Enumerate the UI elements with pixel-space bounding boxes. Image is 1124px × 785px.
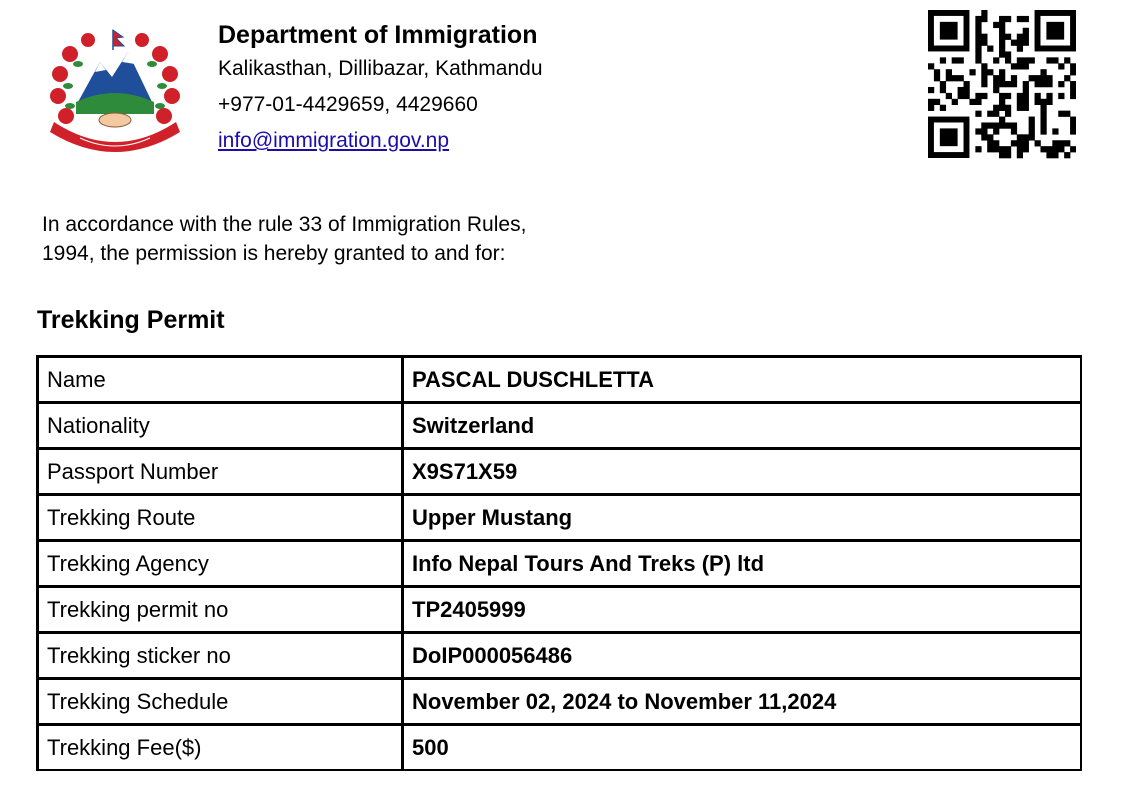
permit-row-value: Switzerland xyxy=(403,403,1082,449)
nepal-emblem-logo xyxy=(40,22,190,152)
permit-row-value: November 02, 2024 to November 11,2024 xyxy=(403,679,1082,725)
department-address: Kalikasthan, Dillibazar, Kathmandu xyxy=(218,57,543,80)
permit-row xyxy=(38,495,1082,541)
permit-row xyxy=(38,587,1082,633)
department-phone: +977-01-4429659, 4429660 xyxy=(218,93,478,116)
permit-row-label: Nationality xyxy=(38,403,403,449)
permit-row-value: PASCAL DUSCHLETTA xyxy=(403,357,1082,403)
permit-row xyxy=(38,633,1082,679)
permit-row xyxy=(38,541,1082,587)
department-title: Department of Immigration xyxy=(218,21,538,49)
permit-row-label: Passport Number xyxy=(38,449,403,495)
permit-row-label: Trekking Agency xyxy=(38,541,403,587)
permit-row xyxy=(38,725,1082,771)
department-block xyxy=(218,19,543,159)
permit-row-label: Trekking permit no xyxy=(38,587,403,633)
permit-row-value: Info Nepal Tours And Treks (P) ltd xyxy=(403,541,1082,587)
permit-row-label: Name xyxy=(38,357,403,403)
permit-table xyxy=(36,355,1082,771)
section-title: Trekking Permit xyxy=(37,306,225,334)
department-email-link[interactable]: info@immigration.gov.np xyxy=(218,129,450,152)
permit-row-value: TP2405999 xyxy=(403,587,1082,633)
permit-row-value: DoIP000056486 xyxy=(403,633,1082,679)
intro-text xyxy=(42,210,662,268)
permit-row xyxy=(38,679,1082,725)
permit-row xyxy=(38,449,1082,495)
permit-row xyxy=(38,357,1082,403)
intro-line-1: In accordance with the rule 33 of Immigration Rules, xyxy=(42,213,527,236)
permit-row-value: 500 xyxy=(403,725,1082,771)
intro-line-2: 1994, the permission is hereby granted to and for: xyxy=(42,242,506,265)
permit-row-value: Upper Mustang xyxy=(403,495,1082,541)
permit-row-label: Trekking Fee($) xyxy=(38,725,403,771)
permit-row-label: Trekking Schedule xyxy=(38,679,403,725)
qr-code xyxy=(928,10,1076,160)
permit-row-label: Trekking Route xyxy=(38,495,403,541)
permit-row-value: X9S71X59 xyxy=(403,449,1082,495)
permit-row-label: Trekking sticker no xyxy=(38,633,403,679)
permit-row xyxy=(38,403,1082,449)
